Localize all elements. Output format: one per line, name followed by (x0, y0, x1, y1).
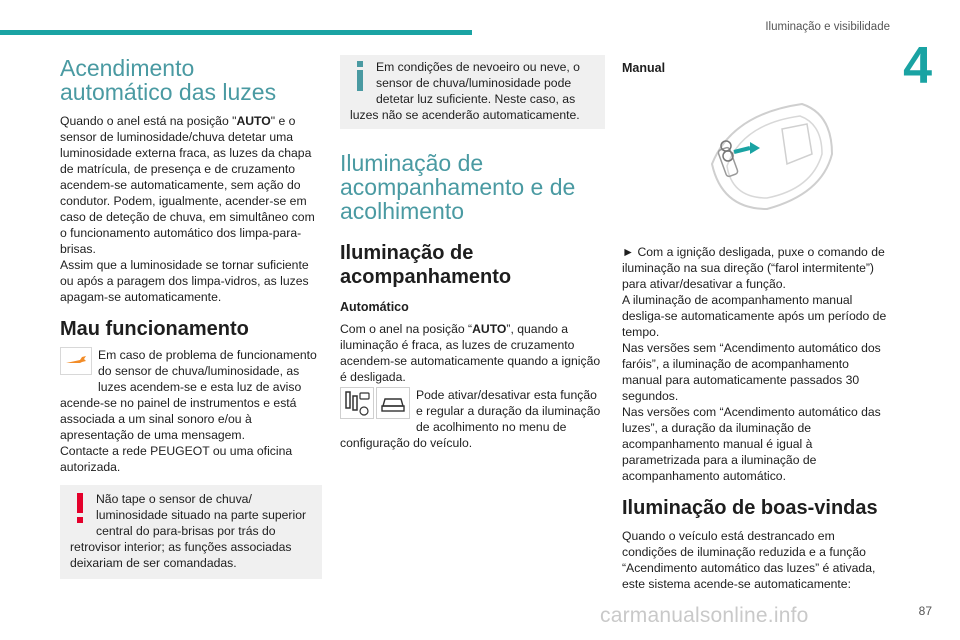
column-2 (340, 55, 605, 451)
welcome-text: Quando o veículo está destrancado em condições de iluminação reduzida e a função “Acendimento automático das luzes” é ativada, este sistema acende-se automaticamente: (622, 529, 876, 591)
config-block (340, 387, 605, 451)
heading-welcome-lighting: Iluminação de boas-vindas (622, 497, 878, 519)
label-automatic: Automático (340, 300, 409, 314)
warning-box (60, 485, 322, 579)
heading-guide-lighting: Iluminação de acompanhamento (340, 242, 512, 288)
settings-menu-icon (340, 387, 374, 424)
page-number: 87 (918, 604, 932, 618)
config-text: Pode ativar/desativar esta função e regular a duração da iluminação de acolhimento no menu de configuração do veículo. (340, 388, 601, 450)
manual-text-3: Nas versões sem “Acendimento automático dos faróis”, a iluminação de acompanhamento manual para automaticamente passados 30 segundos. (622, 341, 881, 403)
section-title: Iluminação e visibilidade (765, 21, 890, 33)
info-text: Em condições de nevoeiro ou neve, o sensor de chuva/luminosidade pode detetar luz suficiente. Neste caso, as luzes não se acenderão automaticamente. (350, 60, 580, 122)
info-icon (350, 59, 370, 93)
column-1 (60, 56, 322, 579)
intro-paragraph-2: Assim que a luminosidade se tornar suficiente ou após a paragem dos limpa-vidros, as luzes apagam-se automaticamente. (60, 258, 309, 304)
header-accent-bar (0, 30, 472, 35)
intro-paragraph: Quando o anel está na posição "AUTO" e o sensor de luminosidade/chuva detetar uma luminosidade externa fraca, as luzes da chapa de matrícula, de presença e de cruzamento acendem-se automaticamente, sem ação do condutor. Podem, igualmente, acender-se em caso de deteção de chuva, em simultâneo com o funcionamento automático dos limpa-para-brisas. (60, 114, 315, 256)
watermark: carmanualsonline.info (600, 604, 809, 627)
manual-text: ► Com a ignição desligada, puxe o comando de iluminação na sua direção (“farol intermitente”) para ativar/desativar a função. (622, 245, 885, 291)
info-box (340, 55, 605, 129)
chapter-number: 4 (903, 37, 932, 95)
heading-guide-welcome: Iluminação de acompanhamento e de acolhimento (340, 150, 576, 224)
warning-text: Não tape o sensor de chuva/ luminosidade situado na parte superior central do para-brisas por trás do retrovisor interior; as funções associadas deixariam de ser comandadas. (70, 492, 307, 570)
column-3 (622, 60, 890, 592)
steering-wheel-illustration (672, 84, 842, 214)
label-manual: Manual (622, 61, 666, 75)
manual-text-4: Nas versões com “Acendimento automático das luzes”, a duração da iluminação de acompanhamento manual é igual à parametrizada para a iluminação de acompanhamento automático. (622, 405, 881, 483)
malfunction-block (60, 347, 322, 475)
car-icon (376, 387, 410, 424)
malfunction-text-2: Contacte a rede PEUGEOT ou uma oficina autorizada. (60, 444, 293, 474)
exclamation-warning-icon (70, 491, 90, 525)
malfunction-text: Em caso de problema de funcionamento do sensor de chuva/luminosidade, as luzes acendem-se e esta luz de aviso acende-se no painel de instrumentos e está associada a um sinal sonoro e/ou à apresentação de uma mensagem. (60, 348, 317, 442)
manual-text-2: A iluminação de acompanhamento manual desliga-se automaticamente após um período de tempo. (622, 293, 887, 339)
wrench-warning-icon (60, 347, 92, 380)
heading-malfunction: Mau funcionamento (60, 318, 249, 340)
automatic-text: Com o anel na posição “AUTO”, quando a iluminação é fraca, as luzes de cruzamento acendem-se automaticamente quando a ignição é desligada. (340, 322, 601, 384)
heading-auto-lights: Acendimento automático das luzes (60, 55, 277, 105)
